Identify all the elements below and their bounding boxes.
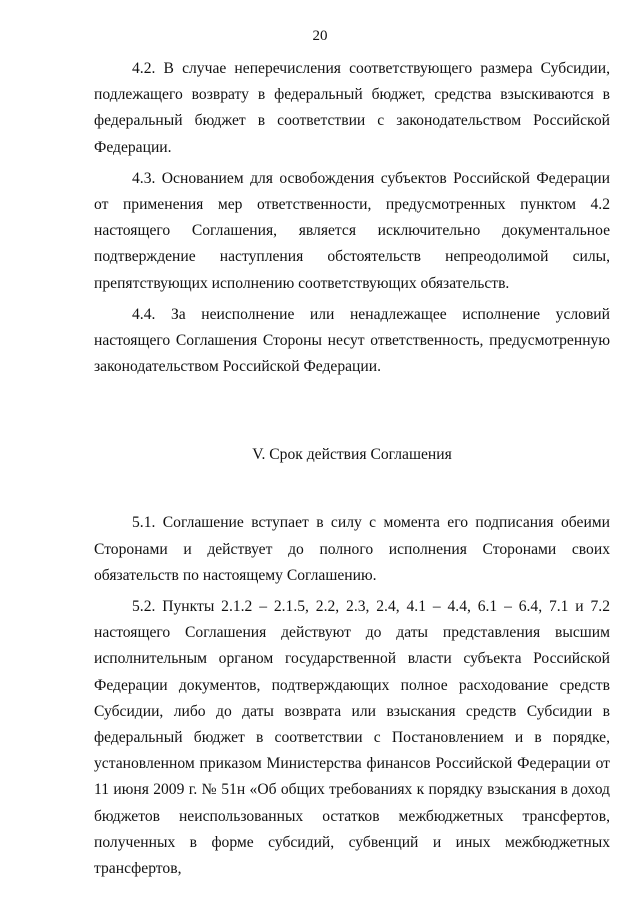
page-number: 20	[312, 28, 328, 44]
paragraph-4-3: 4.3. Основанием для освобождения субъектов Российской Федерации от применения мер ответственности, предусмотренных пунктом 4.2 настоящего Соглашения, является исключительно документальное подтверждение наступления обстоятельств непреодолимой силы, препятствующих исполнению соответствующих обязательств.	[94, 169, 610, 292]
paragraph-4-4: 4.4. За неисполнение или ненадлежащее исполнение условий настоящего Соглашения Стороны несут ответственность, предусмотренную законодательством Российской Федерации.	[94, 305, 610, 376]
paragraph-5-2: 5.2. Пункты 2.1.2 – 2.1.5, 2.2, 2.3, 2.4, 4.1 – 4.4, 6.1 – 6.4, 7.1 и 7.2 настоящего Соглашения действуют до даты представления высшим исполнительным органом государственной власти субъекта Российской Федерации документов, подтверждающих полное расходование средств Субсидии, либо до даты возврата или взыскания средств Субсидии в федеральный бюджет в соответствии с Постановлением и в порядке, установленном приказом Министерства финансов Российской Федерации от 11 июня 2009 г. № 51н «Об общих требованиях к порядку взыскания в доход бюджетов неиспользованных остатков межбюджетных трансфертов, полученных в форме субсидий, субвенций и иных межбюджетных трансфертов,	[94, 598, 610, 878]
section-title-term: V. Срок действия Соглашения	[252, 446, 452, 464]
paragraph-5-1: 5.1. Соглашение вступает в силу с момента его подписания обеими Сторонами и действует до полного исполнения Сторонами своих обязательств по настоящему Соглашению.	[94, 514, 610, 584]
paragraph-4-2: 4.2. В случае неперечисления соответствующего размера Субсидии, подлежащего возврату в федеральный бюджет, средства взыскиваются в федеральный бюджет в соответствии с законодательством Российской Федерации.	[94, 60, 610, 156]
page-content	[94, 56, 610, 887]
